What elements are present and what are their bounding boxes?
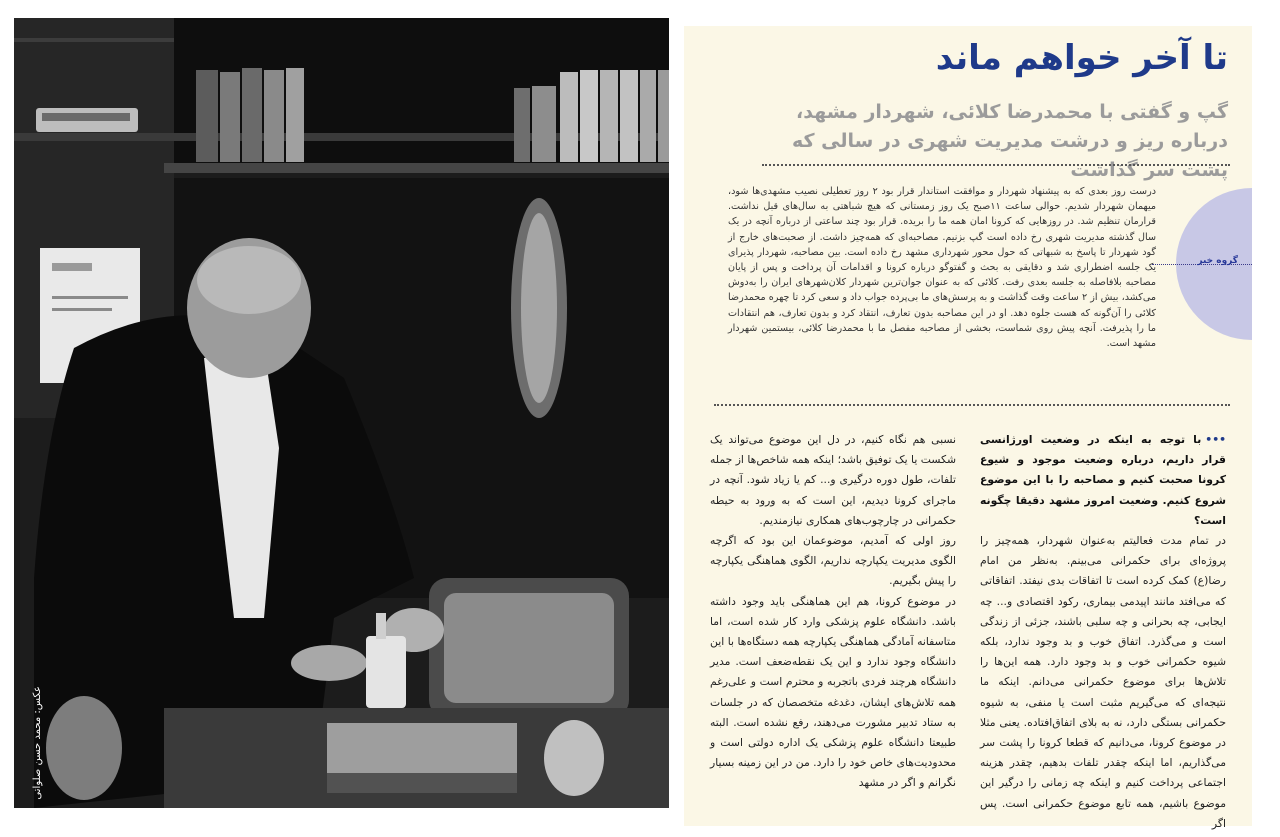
column-right bbox=[980, 430, 1226, 834]
article-photo bbox=[14, 18, 669, 808]
column-left bbox=[710, 430, 956, 794]
author-label: گروه خبر bbox=[1197, 256, 1238, 266]
paragraph: روز اولی که آمدیم، موضوعمان این بود که اگرچه الگوی مدیریت یکپارچه نداریم، الگوی هماهنگی یکپارچه را پیش بگیریم. bbox=[710, 534, 956, 588]
article-title: تا آخر خواهم ماند bbox=[935, 38, 1228, 78]
photo-illustration bbox=[14, 18, 669, 808]
answer: در تمام مدت فعالیتم به‌عنوان شهردار، همه‌چیز را پروژه‌ای برای حکمرانی می‌بینم. به‌نظر من امام رضا(ع) کمک کرده است تا اتفاقات بدی نیفتد. اتفاقاتی که می‌افتد مانند اپیدمی بیماری، رکود اقتصادی و... چه ایجابی، چه بحرانی و چه سلبی باشند، جزئی از زندگی است و می‌گذرد. اتفاق خوب و بد وجود ندارد، بلکه شیوه حکمرانی خوب و بد وجود دارد. همه این‌ها را تلاش‌ها برای موضوع حکمرانی می‌دانم. اینکه ما نتیجه‌ای که می‌گیریم مثبت است یا منفی، به شیوه حکمرانی بستگی دارد، نه به بلای اتفاق‌افتاده. یعنی مثلا در موضوع کرونا، می‌دانیم که قطعا کرونا را پشت سر می‌گذاریم، اما اینکه چقدر تلفات بدهیم، چقدر هزینه اجتماعی پرداخت کنیم و اینکه چه زمانی را درگیر این موضوع باشیم، همه تابع موضوع حکمرانی است. پس اگر bbox=[980, 534, 1226, 830]
divider bbox=[762, 164, 1230, 166]
paragraph: نسبی هم نگاه کنیم، در دل این موضوع می‌تواند یک شکست یا یک توفیق باشد؛ اینکه همه شاخص‌ها از جمله تلفات، طول دوره درگیری و... کم یا زیاد شود. آنچه در ماجرای کرونا دیدیم، این است که به ورود به حیطه حکمرانی در چارچوب‌های همکاری نیازمندیم. bbox=[710, 433, 956, 527]
article-intro: درست روز بعدی که به پیشنهاد شهردار و موافقت استاندار قرار بود ۲ روز تعطیلی نصیب مشهدی‌ها شود، میهمان شهردار شدیم. حوالی ساعت ۱۱صبح یک روز زمستانی که هیچ شباهتی به سال‌های قبل نداشت. قرارمان تنظیم شد. در روزهایی که کرونا امان همه ما را بریده. قرار بود چند ساعتی از درباره آنچه در یک سال گذشته مدیریت شهری رخ داده است گپ بزنیم. مصاحبه‌ای که همه‌چیز داشت. از صحبت‌های خارج از گود شهردار تا پاسخ به شبهاتی که حول محور شهرداری مشهد رخ داده است. بین مصاحبه، شهردار پذیرای یک جلسه اضطراری شد و دقایقی به بحث و گفتوگو درباره کرونا و اقدامات آن پرداخت و پس از پایان مصاحبه بلافاصله به جلسه بعدی رفت. کلائی که به عنوان جوان‌ترین شهردار کلان‌شهرهای ایران را به‌دوش می‌کشد، بیش از ۲ ساعت وقت گذاشت و به پرسش‌های ما بی‌پرده جواب داد و سعی کرد تا چهره محمدرضا کلائی را آن‌گونه که هست جلوه دهد. او در این مصاحبه بدون تعارف، انتقاد کرد و بدون تعارف، هم انتقادات ما را پذیرفت. آنچه پیش روی شماست، بخشی از مصاحبه مفصل ما با محمدرضا کلائی، بیستمین شهردار مشهد است. bbox=[728, 186, 1157, 350]
divider bbox=[714, 404, 1230, 406]
question: با توجه به اینکه در وضعیت اورژانسی قرار داریم، درباره وضعیت موجود و شیوع کرونا صحبت کنیم و مصاحبه را با این موضوع شروع کنیم. وضعیت امروز مشهد دقیقا چگونه است؟ bbox=[980, 433, 1226, 527]
paragraph: در موضوع کرونا، هم این هماهنگی باید وجود داشته باشد. دانشگاه علوم پزشکی وارد کار شده است، اما متاسفانه آمادگی هماهنگی یکپارچه همه دستگاه‌ها با این دانشگاه وجود ندارد و این یک نقطه‌ضعف است. مدیر دانشگاه هرچند فردی باتجربه و محترم است و علی‌رغم همه تلاش‌های ایشان، دغدغه متخصصان که در جلسات به ستاد تدبیر مشورت می‌دهند، رفع نشده است. البته طبیعتا دانشگاه علوم پزشکی یک اداره دولتی است و محدودیت‌های خاص خود را دارد. من در این زمینه بسیار نگرانم و اگر در مشهد bbox=[710, 594, 956, 790]
article-subtitle: گپ و گفتی با محمدرضا کلائی، شهردار مشهد، درباره ریز و درشت مدیریت شهری در سالی که پشت سر گذاشت bbox=[791, 101, 1228, 181]
photo-credit: عکس: محمد حسن صلواتی bbox=[32, 686, 43, 800]
article-page bbox=[684, 26, 1252, 830]
bullet-icon: ••• bbox=[1205, 433, 1226, 446]
